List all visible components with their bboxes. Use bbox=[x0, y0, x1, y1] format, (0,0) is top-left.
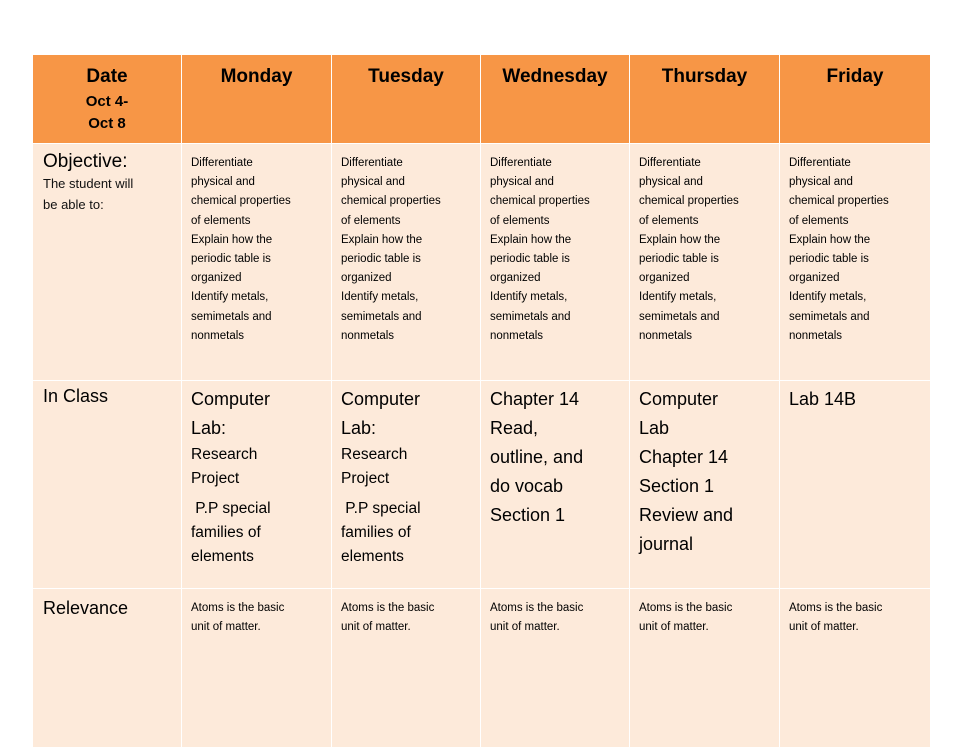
activity-detail: P.P special bbox=[191, 500, 271, 517]
cell-text-line: unit of matter. bbox=[639, 621, 709, 634]
cell-text-line: semimetals and bbox=[191, 310, 272, 323]
cell-text-line: Identify metals, bbox=[639, 291, 717, 304]
cell-text-line: chemical properties bbox=[341, 195, 441, 208]
activity-detail: elements bbox=[191, 548, 254, 565]
in-class-cell-thursday bbox=[630, 381, 780, 589]
cell-text-line: organized bbox=[639, 272, 690, 285]
relevance-cell-friday bbox=[780, 589, 931, 748]
cell-text-line: chemical properties bbox=[191, 195, 291, 208]
lesson-plan-table bbox=[32, 54, 931, 748]
cell-text-line: Explain how the bbox=[639, 233, 721, 246]
header-wednesday bbox=[481, 55, 630, 144]
cell-text-line: physical and bbox=[639, 176, 703, 189]
cell-text-line: physical and bbox=[341, 176, 405, 189]
activity-line: Lab 14B bbox=[789, 389, 857, 409]
cell-text-line: physical and bbox=[191, 176, 255, 189]
relevance-cell-wednesday bbox=[481, 589, 630, 748]
activity-detail: P.P special bbox=[341, 500, 421, 517]
header-friday bbox=[780, 55, 931, 144]
activity-detail: elements bbox=[341, 548, 404, 565]
cell-text-line: nonmetals bbox=[639, 329, 693, 342]
activity-line: do vocab bbox=[490, 476, 564, 496]
cell-text-line: nonmetals bbox=[490, 329, 544, 342]
objective-cell-wednesday bbox=[481, 144, 630, 381]
activity-detail: families of bbox=[191, 524, 261, 541]
in-class-cell-monday bbox=[182, 381, 332, 589]
activity-line: Read, bbox=[490, 418, 539, 438]
cell-text-line: organized bbox=[789, 272, 840, 285]
cell-text-line: periodic table is bbox=[191, 253, 271, 266]
header-row bbox=[33, 55, 931, 144]
objective-cell-tuesday bbox=[332, 144, 481, 381]
cell-text-line: Explain how the bbox=[191, 233, 273, 246]
cell-text-line: of elements bbox=[341, 214, 401, 227]
day-label: Tuesday bbox=[368, 66, 444, 87]
objective-label: Objective: bbox=[43, 151, 128, 172]
cell-text-line: semimetals and bbox=[490, 310, 571, 323]
activity-line: Lab bbox=[639, 418, 670, 438]
activity-title: Lab: bbox=[341, 418, 377, 438]
cell-text-line: physical and bbox=[789, 176, 853, 189]
relevance-cell-tuesday bbox=[332, 589, 481, 748]
cell-text-line: Explain how the bbox=[789, 233, 871, 246]
objective-cell-friday bbox=[780, 144, 931, 381]
activity-line: outline, and bbox=[490, 447, 584, 467]
cell-text-line: chemical properties bbox=[639, 195, 739, 208]
relevance-row bbox=[33, 589, 931, 748]
activity-detail: Research bbox=[341, 446, 408, 463]
date-label: Date bbox=[86, 66, 128, 87]
cell-text-line: periodic table is bbox=[639, 253, 719, 266]
activity-detail: families of bbox=[341, 524, 411, 541]
cell-text-line: chemical properties bbox=[789, 195, 889, 208]
activity-line: journal bbox=[639, 534, 694, 554]
cell-text-line: Differentiate bbox=[191, 157, 253, 169]
relevance-label-cell bbox=[33, 589, 182, 748]
cell-text-line: Identify metals, bbox=[490, 291, 568, 304]
cell-text-line: Identify metals, bbox=[191, 291, 269, 304]
activity-title: Lab: bbox=[191, 418, 227, 438]
cell-text-line: Differentiate bbox=[490, 157, 552, 169]
cell-text-line: Explain how the bbox=[341, 233, 423, 246]
objective-cell-monday bbox=[182, 144, 332, 381]
in-class-cell-wednesday bbox=[481, 381, 630, 589]
objective-sublabel-line2: be able to: bbox=[43, 197, 104, 212]
cell-text-line: Differentiate bbox=[639, 157, 701, 169]
cell-text-line: chemical properties bbox=[490, 195, 590, 208]
cell-text-line: Identify metals, bbox=[789, 291, 867, 304]
cell-text-line: Atoms is the basic bbox=[789, 602, 883, 614]
activity-line: Section 1 bbox=[490, 505, 566, 525]
header-thursday bbox=[630, 55, 780, 144]
activity-detail: Project bbox=[191, 470, 240, 487]
cell-text-line: physical and bbox=[490, 176, 554, 189]
cell-text-line: periodic table is bbox=[341, 253, 421, 266]
cell-text-line: Differentiate bbox=[789, 157, 851, 169]
cell-text-line: unit of matter. bbox=[789, 621, 859, 634]
cell-text-line: unit of matter. bbox=[191, 621, 261, 634]
in-class-cell-friday bbox=[780, 381, 931, 589]
cell-text-line: Atoms is the basic bbox=[341, 602, 435, 614]
day-label: Wednesday bbox=[502, 66, 608, 87]
cell-text-line: Identify metals, bbox=[341, 291, 419, 304]
cell-text-line: semimetals and bbox=[789, 310, 870, 323]
cell-text-line: of elements bbox=[789, 214, 849, 227]
header-tuesday bbox=[332, 55, 481, 144]
header-date bbox=[33, 55, 182, 144]
cell-text-line: of elements bbox=[639, 214, 699, 227]
activity-line: Computer bbox=[639, 389, 719, 409]
cell-text-line: nonmetals bbox=[789, 329, 843, 342]
cell-text-line: unit of matter. bbox=[341, 621, 411, 634]
objective-row bbox=[33, 144, 931, 381]
in-class-row bbox=[33, 381, 931, 589]
header-monday bbox=[182, 55, 332, 144]
activity-title: Computer bbox=[341, 389, 421, 409]
cell-text-line: Atoms is the basic bbox=[639, 602, 733, 614]
cell-text-line: of elements bbox=[191, 214, 251, 227]
day-label: Friday bbox=[826, 66, 884, 87]
cell-text-line: Differentiate bbox=[341, 157, 403, 169]
cell-text-line: organized bbox=[341, 272, 392, 285]
day-label: Monday bbox=[220, 66, 293, 87]
relevance-label: Relevance bbox=[43, 598, 129, 618]
cell-text-line: nonmetals bbox=[191, 329, 245, 342]
in-class-label: In Class bbox=[43, 386, 109, 406]
date-range-line2: Oct 8 bbox=[88, 115, 126, 132]
objective-sublabel-line1: The student will bbox=[43, 176, 134, 191]
cell-text-line: semimetals and bbox=[639, 310, 720, 323]
activity-line: Review and bbox=[639, 505, 734, 525]
cell-text-line: organized bbox=[191, 272, 242, 285]
objective-label-cell bbox=[33, 144, 182, 381]
in-class-label-cell bbox=[33, 381, 182, 589]
activity-line: Chapter 14 bbox=[639, 447, 729, 467]
cell-text-line: unit of matter. bbox=[490, 621, 560, 634]
activity-line: Chapter 14 bbox=[490, 389, 580, 409]
activity-detail: Research bbox=[191, 446, 258, 463]
cell-text-line: nonmetals bbox=[341, 329, 395, 342]
in-class-cell-tuesday bbox=[332, 381, 481, 589]
cell-text-line: Atoms is the basic bbox=[490, 602, 584, 614]
activity-detail: Project bbox=[341, 470, 390, 487]
activity-line: Section 1 bbox=[639, 476, 715, 496]
relevance-cell-thursday bbox=[630, 589, 780, 748]
cell-text-line: periodic table is bbox=[490, 253, 570, 266]
cell-text-line: Explain how the bbox=[490, 233, 572, 246]
cell-text-line: of elements bbox=[490, 214, 550, 227]
day-label: Thursday bbox=[661, 66, 748, 87]
activity-title: Computer bbox=[191, 389, 271, 409]
date-range-line1: Oct 4- bbox=[85, 93, 129, 110]
cell-text-line: periodic table is bbox=[789, 253, 869, 266]
cell-text-line: organized bbox=[490, 272, 541, 285]
cell-text-line: Atoms is the basic bbox=[191, 602, 285, 614]
relevance-cell-monday bbox=[182, 589, 332, 748]
cell-text-line: semimetals and bbox=[341, 310, 422, 323]
objective-cell-thursday bbox=[630, 144, 780, 381]
